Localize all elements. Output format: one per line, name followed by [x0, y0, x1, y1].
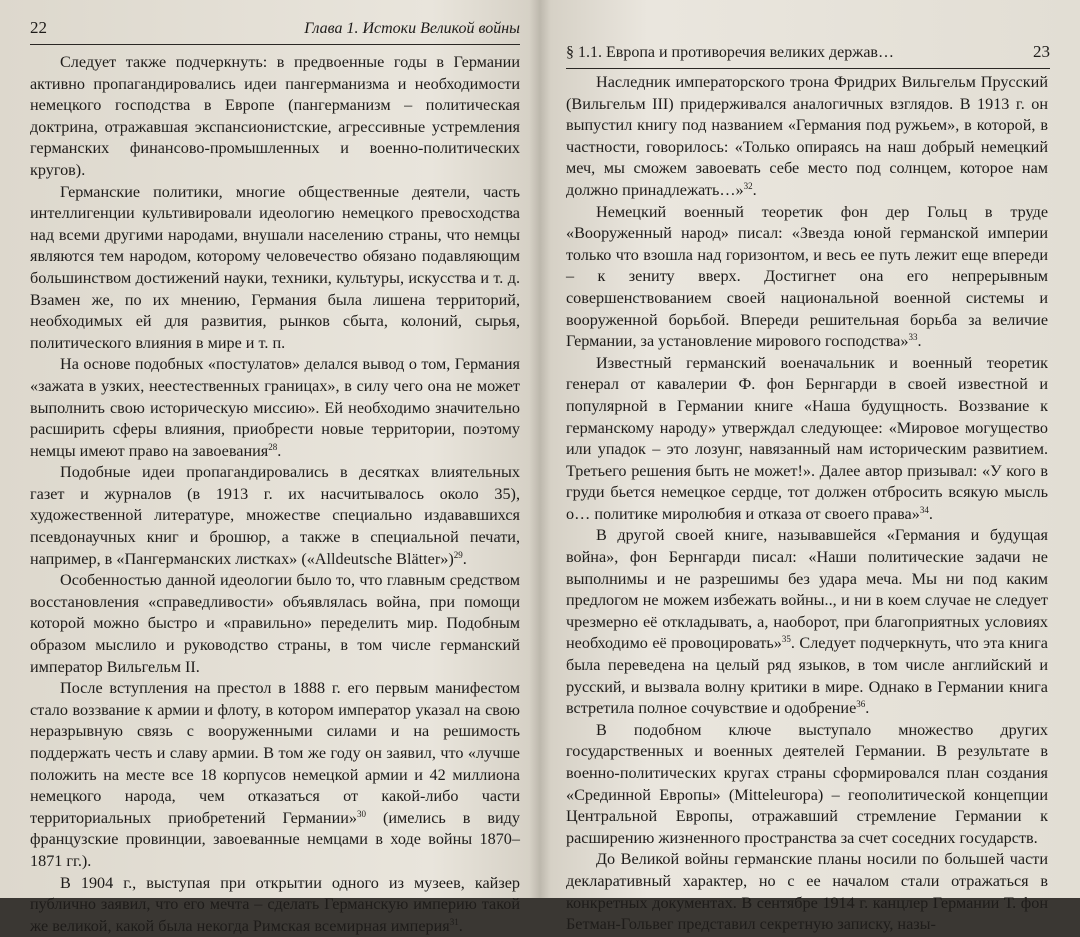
- paragraph: Подобные идеи пропагандировались в десятках влиятельных газет и журналов (в 1913 г. их насчитывалось около 35), художественной литературе, множестве специально издававшихся псевдонаучных книг и брошюр, а также в специальной печати, например, в «Пангерманских листках» («Alldeutsche Blätter»)$^{29}$.: [30, 463, 520, 568]
- footnote-ref[interactable]: 32: [743, 180, 753, 191]
- paragraph: Следует также подчеркнуть: в предвоенные годы в Германии активно пропагандировались идеи пангерманизма и необходимости немецкого господства в Европе (пангерманизм – политическая доктрина, отражавшая экспансионистские, агрессивные устремления германских финансово-промышленных и военно-политических кругов).: [30, 53, 520, 179]
- paragraph: На основе подобных «постулатов» делался вывод о том, Германия «зажата в узких, неестественных границах», в силу чего она не может выполнить свою историческую миссию». Ей необходимо значительно расширить сферы влияния, приобрести новые территории, поэтому немцы имеют право на завоевания$^{28}$.: [30, 355, 520, 460]
- paragraph: В подобном ключе выступало множество других государственных и военных деятелей Германии. В результате в военно-политических кругах страны сформировался план создания «Срединной Европы» (Mitteleuropa) – геополитической концепции Центральной Европы, отражавший стремление Германии к расширению жизненного пространства за счет соседних государств.: [566, 720, 1048, 847]
- paragraph: Известный германский военачальник и военный теоретик генерал от кавалерии Ф. фон Бернгарди в своей известной и популярной в Германии книге «Наша будущность. Воззвание к германскому народу» утверждал следующее: «Мировое могущество или упадок – это лозунг, навязанный нам историческим развитием. Третьего решения быть не может!». Далее автор призывал: «У кого в груди бьется немецкое сердце, тот должен отбросить всякую мысль о… политике миролюбия и отказа от своего права»$^{34}$.: [566, 353, 1048, 523]
- paragraph: До Великой войны германские планы носили по большей части декларативный характер, но с ее началом стали отражаться в конкретных документах. В сентябре 1914 г. канцлер Германии Т. фон Бетман-Гольвег представил секретную записку, назы-: [566, 850, 1048, 934]
- right-page: [542, 0, 1080, 934]
- paragraph: Германские политики, многие общественные деятели, часть интеллигенции культивировали идеологию немецкого превосходства над всеми другими народами, внушали населению страны, что немцы являются тем народом, которому человечество обязано подавляющим большинством достижений науки, техники, культуры, искусства и т. д. Взамен же, по их мнению, Германия была лишена территорий, необходимых ей для развития, рынков сбыта, колоний, сырья, политического влияния в мире и т. п.: [30, 182, 520, 352]
- page-number: 22: [30, 18, 47, 37]
- footnote-ref[interactable]: 33: [908, 332, 918, 343]
- right-running-header: [566, 40, 1050, 69]
- footnote-ref[interactable]: 28: [268, 441, 278, 452]
- paragraph: Особенностью данной идеологии было то, что главным средством восстановления «справедливости» объявлялась война, при помощи которой можно быстро и «правильно» переделить мир. Подобным образом мыслило и руководство страны, в том числе германский император Вильгельм II.: [30, 571, 520, 676]
- footnote-ref[interactable]: 34: [919, 504, 929, 515]
- footnote-ref[interactable]: 29: [453, 549, 463, 560]
- paragraph: Наследник императорского трона Фридрих Вильгельм Прусский (Вильгельм III) придерживался аналогичных взглядов. В 1913 г. он выпустил книгу под названием «Германия под ружьем», в которой, в частности, говорилось: «Только опираясь на наш добрый немецкий меч, мы сможем завоевать себе место под солнцем, которое нам должно принадлежать…»$^{32}$.: [566, 73, 1048, 199]
- running-head-title: § 1.1. Европа и противоречия великих держав…: [566, 44, 894, 61]
- running-head-title: Глава 1. Истоки Великой войны: [304, 20, 520, 37]
- left-running-header: [30, 10, 520, 45]
- footnote-ref[interactable]: 35: [781, 634, 791, 645]
- paragraph: В другой своей книге, называвшейся «Германия и будущая война», фон Бернгарди писал: «Наши политические задачи не выполнимы и не разрешимы без удара меча. Мы ни под каким предлогом не можем избежать войны.., и ни в коем случае не следует чрезмерно её откладывать, а, наоборот, при благоприятных условиях необходимо её провоцировать»$^{35}$. Следует подчеркнуть, что эта книга была переведена на целый ряд языков, в том числе английский и русский, и вызвала волну критики в мире. Однако в Германии книга встретила полное сочувствие и одобрение$^{36}$.: [566, 526, 1048, 718]
- footnote-ref[interactable]: 30: [357, 808, 367, 819]
- footnote-ref[interactable]: 31: [449, 916, 459, 927]
- paragraph: Немецкий военный теоретик фон дер Гольц в труде «Вооруженный народ» писал: «Звезда юной германской империи только что взошла над горизонтом, и весь ее путь лежит еще впереди – к зениту вверх. Достигнет она его непрерывным совершенствованием своей национальной военной системы и вооруженной борьбой. Впереди решительная борьба за величие Германии, за установление мирового господства»$^{33}$.: [566, 202, 1048, 351]
- footnote-ref[interactable]: 36: [856, 699, 866, 710]
- paragraph: После вступления на престол в 1888 г. его первым манифестом стало воззвание к армии и флоту, в котором император указал на свою неразрывную связь с вооруженными силами и на решимость поддержать честь и славу армии. В том же году он заявил, что «лучше положить на месте все 18 корпусов немецкой армии и 42 миллиона немецкого народа, чем отказаться от какой-либо части территориальных приобретений Германии»$^{30}$ (имелись в виду французские провинции, завоеванные немцами в ходе войны 1870–1871 гг.).: [30, 679, 520, 870]
- left-page: [0, 0, 538, 935]
- paragraph: В 1904 г., выступая при открытии одного из музеев, кайзер публично заявил, что его мечта – сделать Германскую империю такой же великой, какой была некогда Римская всемирная империя$^{31}$.: [30, 873, 520, 935]
- page-number: 23: [1033, 42, 1050, 61]
- left-page-body: [30, 52, 520, 937]
- right-page-body: [566, 72, 1048, 936]
